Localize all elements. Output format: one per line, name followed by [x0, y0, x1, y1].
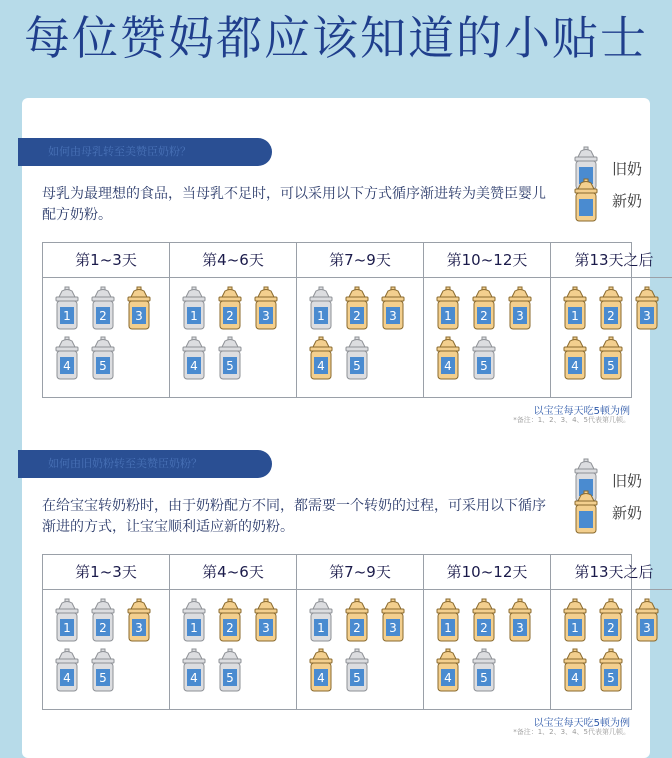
meal-number: 2: [607, 309, 615, 323]
new-formula-bottle-icon: [432, 646, 464, 694]
bottle-group: [43, 278, 169, 382]
meal-number: 2: [607, 621, 615, 635]
schedule-column: [297, 243, 424, 397]
old-formula-bottle-icon: [87, 596, 119, 644]
bottle-group: [43, 590, 169, 694]
column-header: 第7~9天: [297, 555, 423, 590]
meal-number: 2: [353, 621, 361, 635]
new-formula-bottle-icon: [559, 596, 591, 644]
meal-number: 2: [226, 621, 234, 635]
legend-old-label: 旧奶: [612, 471, 643, 490]
meal-number: 5: [607, 359, 615, 373]
meal-number: 5: [607, 671, 615, 685]
column-header: 第1~3天: [43, 243, 169, 278]
meal-number: 3: [389, 621, 397, 635]
meal-number: 5: [353, 359, 361, 373]
old-formula-bottle-icon: [87, 646, 119, 694]
schedule-column: [170, 555, 297, 709]
meal-number: 1: [190, 621, 198, 635]
meal-number: 5: [480, 671, 488, 685]
schedule-column: [551, 555, 672, 709]
meal-number: 2: [99, 309, 107, 323]
old-formula-bottle-icon: [468, 646, 500, 694]
legend-old-label: 旧奶: [612, 159, 643, 178]
meal-number: 2: [480, 309, 488, 323]
meal-number: 4: [444, 359, 452, 373]
meal-number: 3: [389, 309, 397, 323]
bottle-group: [424, 278, 550, 382]
meal-number: 4: [444, 671, 452, 685]
legend-new-label: 新奶: [612, 191, 643, 210]
old-formula-bottle-icon: [178, 284, 210, 332]
old-formula-bottle-icon: [51, 646, 83, 694]
new-formula-bottle-icon: [595, 596, 627, 644]
banner-heading: 如何由旧奶粉转至美赞臣奶粉？: [48, 457, 202, 470]
meal-number: 2: [480, 621, 488, 635]
schedule-column: [170, 243, 297, 397]
old-formula-bottle-icon: [214, 646, 246, 694]
example-note: 以宝宝每天吃5顿为例: [533, 718, 630, 729]
meal-number: 1: [63, 309, 71, 323]
meal-number: 3: [262, 621, 270, 635]
schedule-column: [424, 243, 551, 397]
old-formula-bottle-icon: [178, 334, 210, 382]
bottle-group: [297, 278, 423, 382]
old-formula-bottle-icon: [341, 646, 373, 694]
meal-number: 1: [571, 621, 579, 635]
meal-number: 4: [317, 671, 325, 685]
column-header: 第10~12天: [424, 555, 550, 590]
new-formula-bottle-icon: [595, 284, 627, 332]
new-formula-bottle-icon: [250, 596, 282, 644]
old-formula-bottle-icon: [305, 596, 337, 644]
meal-number: 4: [63, 359, 71, 373]
old-formula-bottle-icon: [178, 646, 210, 694]
old-formula-bottle-icon: [87, 284, 119, 332]
footnote: *备注：1、2、3、4、5代表第几顿。: [513, 728, 630, 736]
new-formula-bottle-icon: [214, 284, 246, 332]
column-header: 第13天之后: [551, 555, 672, 590]
new-formula-bottle-icon: [123, 284, 155, 332]
tips-card: [22, 98, 654, 758]
section-banner: [18, 138, 272, 166]
banner-heading: 如何由母乳转至美赞臣奶粉？: [48, 145, 191, 158]
new-formula-bottle-icon: [305, 334, 337, 382]
intro-text: 母乳为最理想的食品，当母乳不足时，可以采用以下方式循序渐进转为美赞臣婴儿配方奶粉。: [42, 186, 546, 223]
schedule-column: [424, 555, 551, 709]
meal-number: 5: [99, 671, 107, 685]
new-formula-bottle-icon: [341, 596, 373, 644]
legend-new: [570, 488, 642, 536]
new-formula-bottle-icon: [631, 596, 663, 644]
meal-number: 3: [516, 621, 524, 635]
meal-number: 3: [516, 309, 524, 323]
meal-number: 5: [99, 359, 107, 373]
new-formula-bottle-icon: [559, 646, 591, 694]
meal-number: 2: [353, 309, 361, 323]
new-formula-bottle-icon: [570, 488, 602, 536]
schedule-table: [42, 554, 654, 710]
meal-number: 3: [643, 309, 651, 323]
new-formula-bottle-icon: [631, 284, 663, 332]
meal-number: 3: [262, 309, 270, 323]
example-note: 以宝宝每天吃5顿为例: [533, 406, 630, 417]
new-formula-bottle-icon: [559, 334, 591, 382]
bottle-group: [170, 278, 296, 382]
legend-new: [570, 176, 642, 224]
meal-number: 2: [226, 309, 234, 323]
new-formula-bottle-icon: [504, 284, 536, 332]
meal-number: 1: [444, 621, 452, 635]
new-formula-bottle-icon: [468, 596, 500, 644]
bottle-group: [424, 590, 550, 694]
meal-number: 1: [317, 621, 325, 635]
bottle-group: [170, 590, 296, 694]
intro-text: 在给宝宝转奶粉时，由于奶粉配方不同，都需要一个转奶的过程，可采用以下循序渐进的方式，让宝宝顺利适应新的奶粉。: [42, 498, 546, 535]
new-formula-bottle-icon: [250, 284, 282, 332]
meal-number: 1: [63, 621, 71, 635]
new-formula-bottle-icon: [341, 284, 373, 332]
meal-number: 4: [317, 359, 325, 373]
meal-number: 1: [571, 309, 579, 323]
column-header: 第4~6天: [170, 243, 296, 278]
section-banner: [18, 450, 272, 478]
meal-number: 1: [317, 309, 325, 323]
old-formula-bottle-icon: [87, 334, 119, 382]
schedule-column: [297, 555, 424, 709]
meal-number: 5: [226, 359, 234, 373]
meal-number: 2: [99, 621, 107, 635]
new-formula-bottle-icon: [214, 596, 246, 644]
old-formula-bottle-icon: [214, 334, 246, 382]
old-formula-bottle-icon: [51, 284, 83, 332]
new-formula-bottle-icon: [468, 284, 500, 332]
meal-number: 4: [190, 359, 198, 373]
new-formula-bottle-icon: [432, 596, 464, 644]
meal-number: 3: [135, 621, 143, 635]
old-formula-bottle-icon: [468, 334, 500, 382]
new-formula-bottle-icon: [377, 596, 409, 644]
new-formula-bottle-icon: [123, 596, 155, 644]
schedule-column: [43, 243, 170, 397]
page-title: 每位赞妈都应该知道的小贴士: [24, 11, 648, 65]
new-formula-bottle-icon: [559, 284, 591, 332]
new-formula-bottle-icon: [504, 596, 536, 644]
bottle-group: [297, 590, 423, 694]
old-formula-bottle-icon: [51, 334, 83, 382]
meal-number: 5: [480, 359, 488, 373]
meal-number: 3: [135, 309, 143, 323]
schedule-column: [43, 555, 170, 709]
meal-number: 4: [571, 671, 579, 685]
meal-number: 4: [190, 671, 198, 685]
legend-new-label: 新奶: [612, 503, 643, 522]
new-formula-bottle-icon: [595, 334, 627, 382]
column-header: 第10~12天: [424, 243, 550, 278]
old-formula-bottle-icon: [178, 596, 210, 644]
meal-number: 1: [190, 309, 198, 323]
new-formula-bottle-icon: [377, 284, 409, 332]
column-header: 第1~3天: [43, 555, 169, 590]
schedule-table: [42, 242, 654, 398]
new-formula-bottle-icon: [305, 646, 337, 694]
column-header: 第13天之后: [551, 243, 672, 278]
new-formula-bottle-icon: [432, 284, 464, 332]
meal-number: 5: [353, 671, 361, 685]
meal-number: 4: [63, 671, 71, 685]
new-formula-bottle-icon: [595, 646, 627, 694]
meal-number: 3: [643, 621, 651, 635]
meal-number: 4: [571, 359, 579, 373]
schedule-column: [551, 243, 672, 397]
old-formula-bottle-icon: [341, 334, 373, 382]
bottle-group: [551, 590, 672, 694]
new-formula-bottle-icon: [432, 334, 464, 382]
bottle-group: [551, 278, 672, 382]
old-formula-bottle-icon: [51, 596, 83, 644]
footnote: *备注：1、2、3、4、5代表第几顿。: [513, 416, 630, 424]
meal-number: 1: [444, 309, 452, 323]
new-formula-bottle-icon: [570, 176, 602, 224]
column-header: 第4~6天: [170, 555, 296, 590]
column-header: 第7~9天: [297, 243, 423, 278]
old-formula-bottle-icon: [305, 284, 337, 332]
meal-number: 5: [226, 671, 234, 685]
